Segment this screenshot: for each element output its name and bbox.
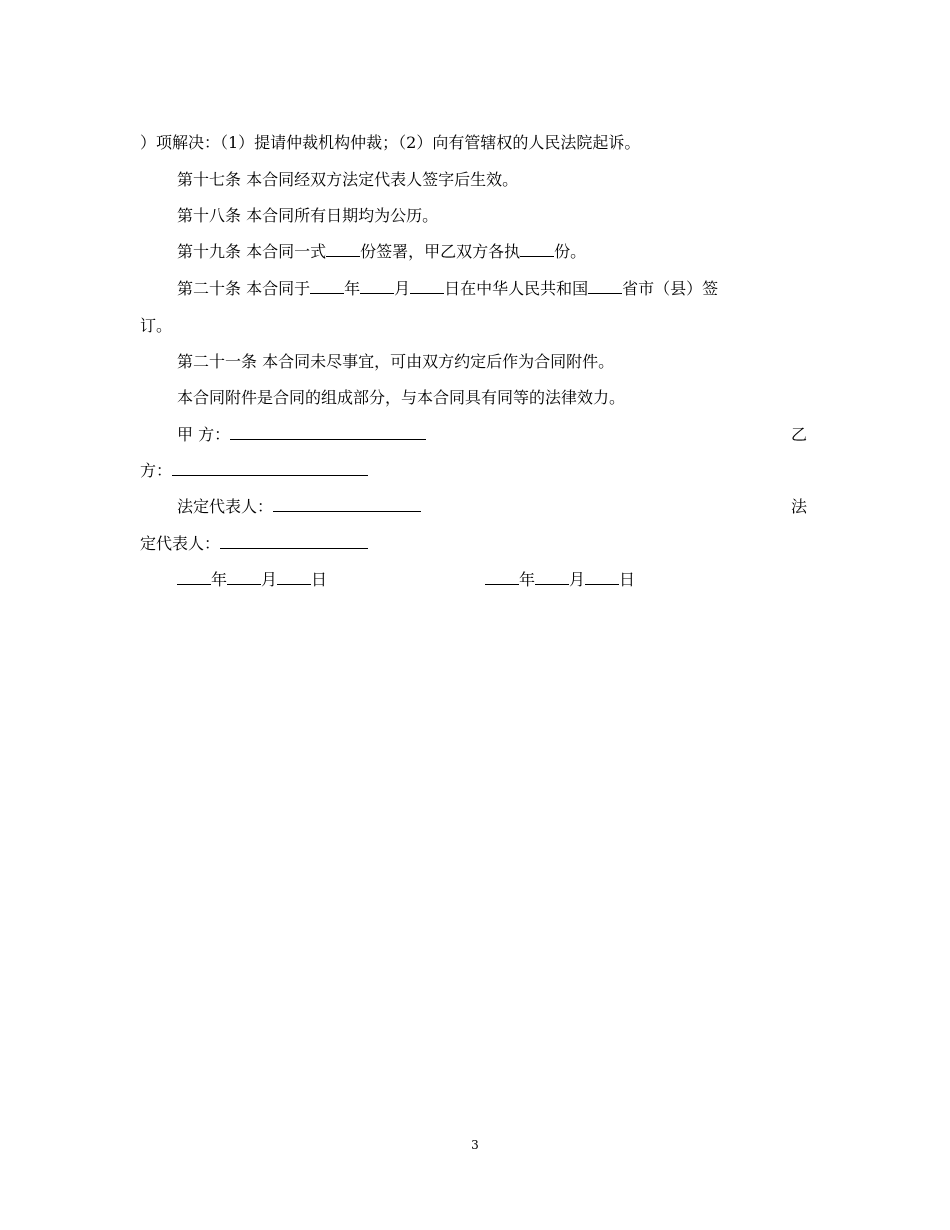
party-a-day-label: 日 [311,570,328,589]
article-20-text-4: 日在中华人民共和国 [444,279,589,298]
party-b-month-label: 月 [569,570,586,589]
party-b-line [140,461,368,481]
date-line-party-a [177,570,327,590]
date-line-party-b [485,570,635,590]
party-b-year-blank[interactable] [485,570,519,585]
party-b-label-start: 乙 [790,425,807,444]
legal-rep-a-blank[interactable] [273,497,421,512]
legal-rep-a-label: 法定代表人： [177,497,274,516]
copies-each-blank[interactable] [520,242,554,257]
article-17: 第十七条 本合同经双方法定代表人签字后生效。 [177,170,519,189]
sign-year-blank[interactable] [310,279,344,294]
party-b-blank[interactable] [172,461,368,476]
party-b-year-label: 年 [519,570,536,589]
legal-rep-a-line [177,497,421,517]
copies-total-blank[interactable] [326,242,360,257]
sign-province-blank[interactable] [588,279,622,294]
annex-clause: 本合同附件是合同的组成部分，与本合同具有同等的法律效力。 [177,388,626,407]
sign-month-blank[interactable] [360,279,394,294]
party-a-year-label: 年 [211,570,228,589]
article-18: 第十八条 本合同所有日期均为公历。 [177,206,439,225]
article-20-text-5: 省市（县）签 [622,279,719,298]
article-20-text-3: 月 [394,279,411,298]
article-19-text-2: 份签署，甲乙双方各执 [360,242,521,261]
party-a-month-label: 月 [261,570,278,589]
party-b-day-blank[interactable] [585,570,619,585]
party-b-month-blank[interactable] [535,570,569,585]
party-a-day-blank[interactable] [277,570,311,585]
party-a-label: 甲 方： [177,425,231,444]
legal-rep-b-line [140,534,368,554]
article-20 [177,279,718,299]
sign-day-blank[interactable] [410,279,444,294]
legal-rep-b-blank[interactable] [220,534,368,549]
article-20-text-1: 第二十条 本合同于 [177,279,311,298]
article-19 [177,242,586,262]
legal-rep-b-label-start: 法 [790,497,807,516]
party-a-year-blank[interactable] [177,570,211,585]
text-line-dispute-resolution: ）项解决：（1）提请仲裁机构仲裁；（2）向有管辖权的人民法院起诉。 [140,133,641,152]
party-b-label: 方： [140,461,173,480]
article-19-text-1: 第十九条 本合同一式 [177,242,327,261]
party-a-line [177,425,426,445]
legal-rep-b-label: 定代表人： [140,534,221,553]
party-b-day-label: 日 [619,570,636,589]
page-number: 3 [471,1138,479,1152]
article-20-text-2: 年 [344,279,361,298]
article-21: 第二十一条 本合同未尽事宜，可由双方约定后作为合同附件。 [177,352,615,371]
article-19-text-3: 份。 [554,242,587,261]
party-a-blank[interactable] [230,425,426,440]
article-20-continuation: 订。 [140,316,173,335]
party-a-month-blank[interactable] [227,570,261,585]
